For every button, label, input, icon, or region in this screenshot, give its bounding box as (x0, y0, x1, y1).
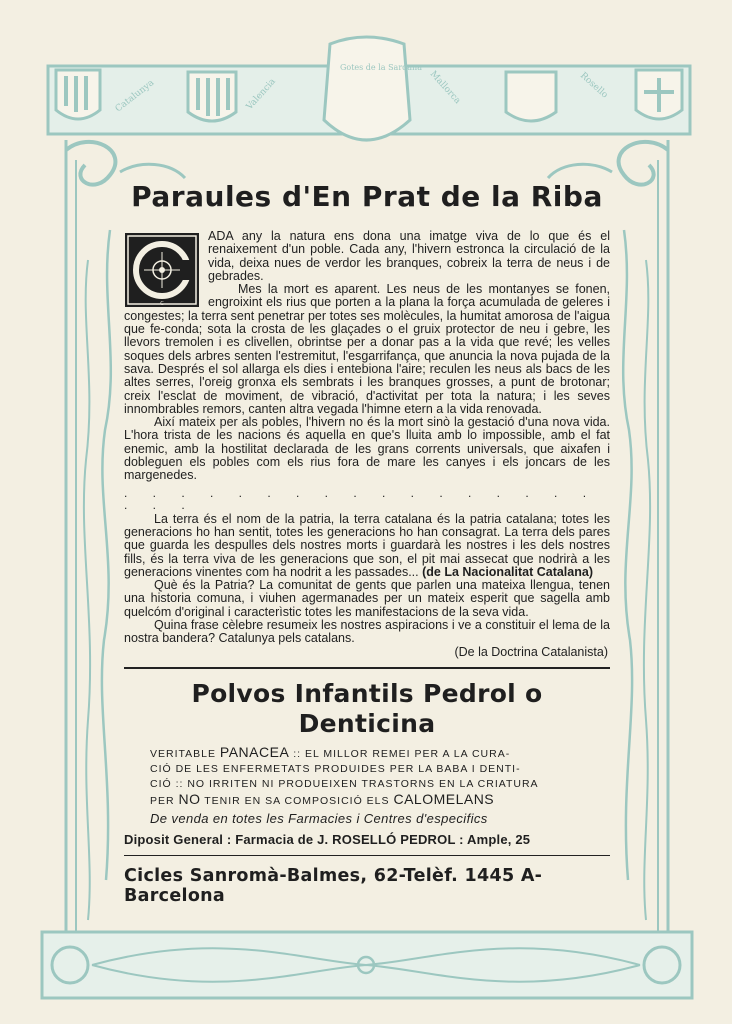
ellipsis-separator: . . . . . . . . . . . . . . . . . . . . (124, 485, 598, 512)
paragraph-4 (124, 513, 610, 579)
paragraph-6: Quina frase cèlebre resumeix les nostres aspiracions i ve a constituir el lema de la nostra bandera? Catalunya pels catalans. (124, 618, 610, 646)
banner-text-mallorca: Mallorca (427, 69, 463, 107)
paragraph-6-source: (De la Doctrina Catalanista) (454, 644, 608, 659)
banner-text-catalunya: Catalunya (113, 78, 157, 115)
ad-diposit: Diposit General : Farmacia de J. ROSELLÓ PEDROL : Ample, 25 (124, 831, 531, 847)
paragraph-1: ADA any la natura ens dona una imatge viva de lo que és el renaixement d'un poble. Cada any, l'hivern estronca la circulació de la vida, deixa nues de verdor les branques, cobreix la terra de neus i de gebrades. (208, 229, 610, 283)
paragraph-5: Què és la Patria? La comunitat de gents que parlen una mateixa llengua, tenen una historia comuna, i viuhen agermanades per un mateix esperit que sagella amb quelcóm d'original i caracterìstic totes les manifestacions de la seva vida. (124, 578, 610, 619)
paragraph-4-text: La terra és el nom de la patria, la terra catalana és la patria catalana; totes les generacions ho han sentit, totes les generacions ho han consagrat. La terra dels pares que guarda les despulles dels nostres morts i guardarà les nostres i les dels nostres fills, és la terra viva de les generacions que son, el pit mai assecat que nodrirà a les generacions vinentes com ha nodrit a les passades... (124, 511, 610, 579)
ad-venda: De venda en totes les Farmacies i Centres d'especifics (150, 810, 488, 826)
paragraph-2: Mes la mort es aparent. Les neus de les montanyes se fonen, engroixint els rius que porten a la plana la força acumulada de geleres i congestes; la terra sent penetrar per totes ses molècules, la humitat amorosa de l'aigua que fe-conda; sota la crosta de les glaçades o el gruix protector de neu i gebre, les llevors tremolen i es clivellen, obrintse per a donar pas a la vida que revé; les velles soques dels arbres senten l'estremitut, l'esgarrifança, que anuncia la nova pujada de la sava. Després el sol allarga els dies i entebiona l'aire; reculen les neus als bacs de les altes serres, l'oreig gronxa els sembrats i les branques grosses, a punt de brotonar; creix l'esclat de moviment, de vibració, d'activitat per tota la natura; i les seves innombrables remors, canten altra vegada l'himne etern a la vida renovada. (124, 282, 610, 416)
ad-line-2: CIÓ DE LES ENFERMETATS PRODUIDES PER LA BABA I DENTI- (150, 762, 521, 775)
article-title: Paraules d'En Prat de la Riba (131, 180, 603, 213)
center-emblem-text: Gotes de la Sardana (340, 63, 422, 72)
banner-text-valencia: Valencia (244, 76, 278, 113)
footer-divider (124, 855, 610, 857)
ad-line-1: VERITABLE PANACEA :: EL MILLOR REMEI PER A LA CURA- (150, 743, 511, 760)
ad-body (150, 745, 580, 809)
main-content (124, 180, 610, 906)
ad-title: Polvos Infantils Pedrol o Denticina (191, 678, 543, 738)
svg-text:C: C (160, 301, 164, 307)
dropcap-c-ornament (124, 232, 200, 308)
ad-line-4: PER NO TENIR EN SA COMPOSICIÓ ELS CALOMELANS (150, 790, 495, 807)
cicles-ad: Cicles Sanromà-Balmes, 62-Telèf. 1445 A-Barcelona (124, 866, 543, 907)
shield-right-2 (506, 72, 556, 121)
paragraph-3: Així mateix per als pobles, l'hivern no és la mort sinò la gestació d'una nova vida. L'hora trista de les nacions és aquella en que's lluita amb lo impossible, amb el fat enemic, amb la hostilitat declarada de les grans corrents universals, que aixafen i dobleguen els pobles com els rius fora de mare les canyes i els joncars de les margenedes. (124, 415, 610, 483)
paragraph-4-source: (de La Nacionalitat Catalana) (422, 564, 593, 579)
banner-text-rosello: Rosello (577, 70, 610, 101)
section-divider (124, 667, 610, 669)
ad-line-3: CIÓ :: NO IRRITEN NI PRODUEIXEN TRASTORNS EN LA CRIATURA (150, 777, 539, 790)
center-emblem (324, 37, 410, 140)
